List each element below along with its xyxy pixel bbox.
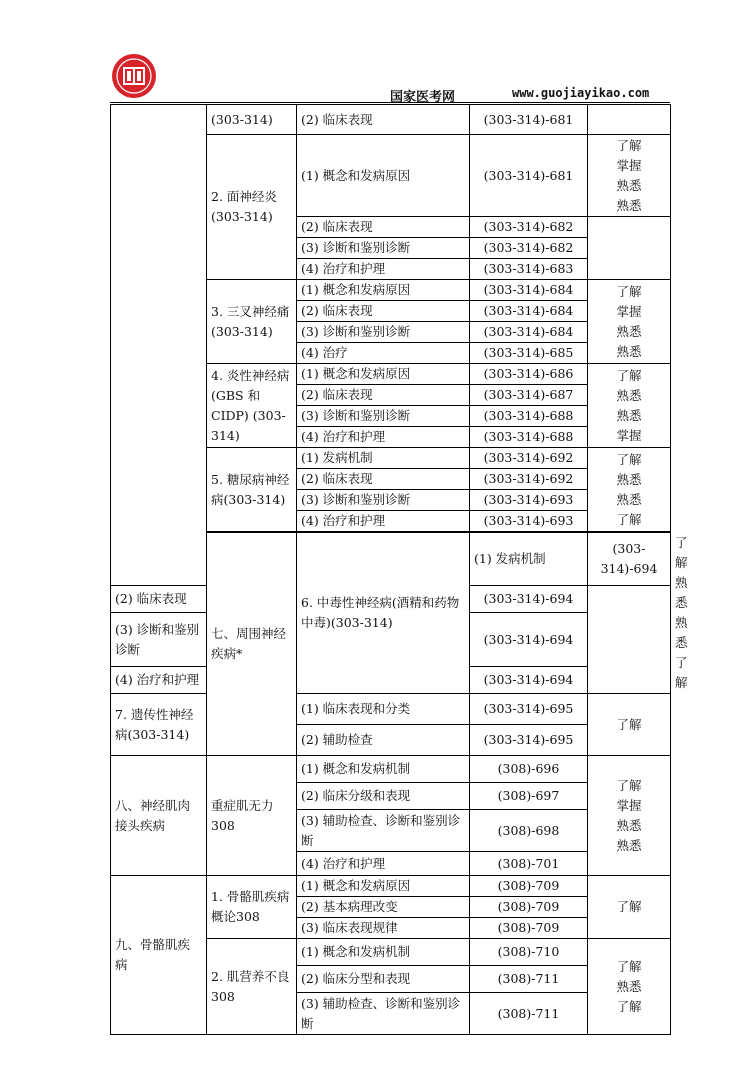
item-cell: (1) 发病机制 xyxy=(470,533,588,586)
item-cell: (4) 治疗和护理 xyxy=(297,427,470,448)
subtopic-cell: 3. 三叉神经痛(303-314) xyxy=(207,280,297,364)
subtopic-cell: 2. 肌营养不良308 xyxy=(207,939,297,1035)
level-cell xyxy=(588,135,671,217)
category-cell-9: 九、骨骼肌疾病 xyxy=(111,876,207,1035)
code-cell: (303-314)-681 xyxy=(470,105,588,135)
category-cell-8: 八、神经肌肉接头疾病 xyxy=(111,756,207,876)
code-cell: (303-314)-687 xyxy=(470,385,588,406)
item-cell: (4) 治疗和护理 xyxy=(297,511,470,532)
code-cell: (303-314)-694 xyxy=(588,533,671,586)
item-cell: (2) 基本病理改变 xyxy=(297,897,470,918)
level-text: 熟悉 xyxy=(616,978,642,994)
level-cell xyxy=(588,217,671,280)
level-text: 了解 xyxy=(616,777,642,793)
item-cell: (2) 临床表现 xyxy=(111,586,207,613)
level-text: 掌握 xyxy=(616,427,642,443)
code-cell: (303-314)-688 xyxy=(470,427,588,448)
code-cell: (308)-698 xyxy=(470,810,588,852)
code-cell: (303-314)-681 xyxy=(470,135,588,217)
table-row: 七、周围神经疾病* 6. 中毒性神经病(酒精和药物中毒)(303-314) (1) 发病机制 (303-314)-694 了解 熟悉 熟悉 了解 xyxy=(111,533,671,586)
code-cell: (303-314)-694 xyxy=(470,586,588,613)
code-cell: (303-314)-695 xyxy=(470,694,588,725)
code-cell: (308)-711 xyxy=(470,993,588,1035)
item-cell: (4) 治疗 xyxy=(297,343,470,364)
subtopic-cell: 5. 糖尿病神经病(303-314) xyxy=(207,448,297,532)
code-cell: (303-314)-682 xyxy=(470,238,588,259)
item-cell: (2) 临床表现 xyxy=(297,469,470,490)
table-row xyxy=(111,756,671,783)
code-cell: (303-314)-684 xyxy=(470,301,588,322)
item-cell: (4) 治疗和护理 xyxy=(297,852,470,876)
code-cell: (308)-710 xyxy=(470,939,588,966)
item-cell: (4) 治疗和护理 xyxy=(111,666,207,693)
level-text: 熟悉 xyxy=(616,491,642,507)
item-cell: (1) 概念和发病原因 xyxy=(297,876,470,897)
subtopic-cell: 4. 炎性神经病 (GBS 和 CIDP) (303-314) xyxy=(207,364,297,448)
item-cell: (1) 概念和发病原因 xyxy=(297,135,470,217)
item-cell: (2) 临床表现 xyxy=(297,105,470,135)
item-cell: (1) 概念和发病原因 xyxy=(297,364,470,385)
level-text: 了解 xyxy=(616,367,642,383)
code-cell: (308)-697 xyxy=(470,783,588,810)
level-cell xyxy=(588,756,671,876)
subtopic-cell: 2. 面神经炎(303-314) xyxy=(207,135,297,280)
item-cell: (3) 诊断和鉴别诊断 xyxy=(297,406,470,427)
header-divider xyxy=(110,102,670,103)
item-cell: (2) 辅助检查 xyxy=(297,725,470,756)
code-cell: (303-314)-692 xyxy=(470,469,588,490)
subtopic-cell: 7. 遗传性神经病(303-314) xyxy=(111,694,207,756)
item-cell: (3) 辅助检查、诊断和鉴别诊断 xyxy=(297,810,470,852)
code-cell: (303-314)-692 xyxy=(470,448,588,469)
level-text: 熟悉 xyxy=(616,343,642,359)
level-text: 熟悉 xyxy=(616,387,642,403)
code-cell: (303-314)-688 xyxy=(470,406,588,427)
item-cell: (2) 临床表现 xyxy=(297,301,470,322)
site-name: 国家医考网 xyxy=(390,90,456,105)
table-row xyxy=(111,105,671,135)
item-cell: (1) 概念和发病机制 xyxy=(297,939,470,966)
item-cell: (3) 临床表现规律 xyxy=(297,918,470,939)
code-cell: (303-314)-684 xyxy=(470,322,588,343)
item-cell: (3) 辅助检查、诊断和鉴别诊断 xyxy=(297,993,470,1035)
site-logo xyxy=(110,52,158,100)
level-text: 了解 xyxy=(616,958,642,974)
level-cell: 了解 xyxy=(588,876,671,939)
level-text: 熟悉 xyxy=(616,407,642,423)
code-cell: (303-314)-693 xyxy=(470,490,588,511)
category-cell-7: 七、周围神经疾病* xyxy=(207,533,297,756)
level-text: 了解 xyxy=(616,451,642,467)
item-cell: (3) 诊断和鉴别诊断 xyxy=(297,322,470,343)
level-text: 了解 xyxy=(616,283,642,299)
code-cell: (303-314)-684 xyxy=(470,280,588,301)
code-cell: (303-314)-694 xyxy=(470,613,588,666)
item-cell: (4) 治疗和护理 xyxy=(297,259,470,280)
code-cell: (308)-696 xyxy=(470,756,588,783)
code-cell: (303-314)-693 xyxy=(470,511,588,532)
subtopic-cell: 1. 骨骼肌疾病概论308 xyxy=(207,876,297,939)
level-text: 熟悉 xyxy=(616,177,642,193)
level-text: 了解 xyxy=(616,998,642,1014)
subtopic-cell: 重症肌无力308 xyxy=(207,756,297,876)
code-cell: (308)-709 xyxy=(470,918,588,939)
level-cell xyxy=(588,105,671,135)
level-text: 熟悉 xyxy=(616,837,642,853)
code-cell: (308)-711 xyxy=(470,966,588,993)
level-text: 熟悉 xyxy=(616,471,642,487)
item-cell: (3) 诊断和鉴别诊断 xyxy=(297,490,470,511)
table-row xyxy=(111,876,671,897)
level-text: 了解 xyxy=(616,511,642,527)
item-cell: (1) 概念和发病机制 xyxy=(297,756,470,783)
syllabus-table xyxy=(110,104,688,1035)
item-cell: (2) 临床表现 xyxy=(297,217,470,238)
level-cell xyxy=(588,364,671,448)
code-cell: (303-314)-682 xyxy=(470,217,588,238)
category-cell-prev xyxy=(111,105,207,586)
code-cell: (308)-709 xyxy=(470,876,588,897)
item-cell: (1) 临床表现和分类 xyxy=(297,694,470,725)
table-row xyxy=(111,694,671,725)
item-cell: (2) 临床分级和表现 xyxy=(297,783,470,810)
level-cell xyxy=(588,939,671,1035)
item-cell: (3) 诊断和鉴别诊断 xyxy=(111,613,207,666)
code-cell: (308)-701 xyxy=(470,852,588,876)
site-url: www.guojiayikao.com xyxy=(512,86,650,100)
subtopic-cell: (303-314) xyxy=(207,105,297,135)
level-cell xyxy=(588,448,671,532)
level-text: 熟悉 xyxy=(616,197,642,213)
item-cell: (2) 临床分型和表现 xyxy=(297,966,470,993)
code-cell: (303-314)-685 xyxy=(470,343,588,364)
level-cell xyxy=(588,280,671,364)
item-cell: (1) 概念和发病原因 xyxy=(297,280,470,301)
level-text: 熟悉 xyxy=(616,323,642,339)
code-cell: (303-314)-695 xyxy=(470,725,588,756)
level-text: 掌握 xyxy=(616,303,642,319)
code-cell: (303-314)-694 xyxy=(470,666,588,693)
level-text: 掌握 xyxy=(616,157,642,173)
level-text: 掌握 xyxy=(616,797,642,813)
item-cell: (3) 诊断和鉴别诊断 xyxy=(297,238,470,259)
level-cell: 了解 xyxy=(588,694,671,756)
level-text: 熟悉 xyxy=(616,817,642,833)
code-cell: (303-314)-686 xyxy=(470,364,588,385)
code-cell: (303-314)-683 xyxy=(470,259,588,280)
code-cell: (308)-709 xyxy=(470,897,588,918)
item-cell: (2) 临床表现 xyxy=(297,385,470,406)
subtopic-cell: 6. 中毒性神经病(酒精和药物中毒)(303-314) xyxy=(297,533,470,694)
item-cell: (1) 发病机制 xyxy=(297,448,470,469)
level-text: 了解 xyxy=(616,137,642,153)
